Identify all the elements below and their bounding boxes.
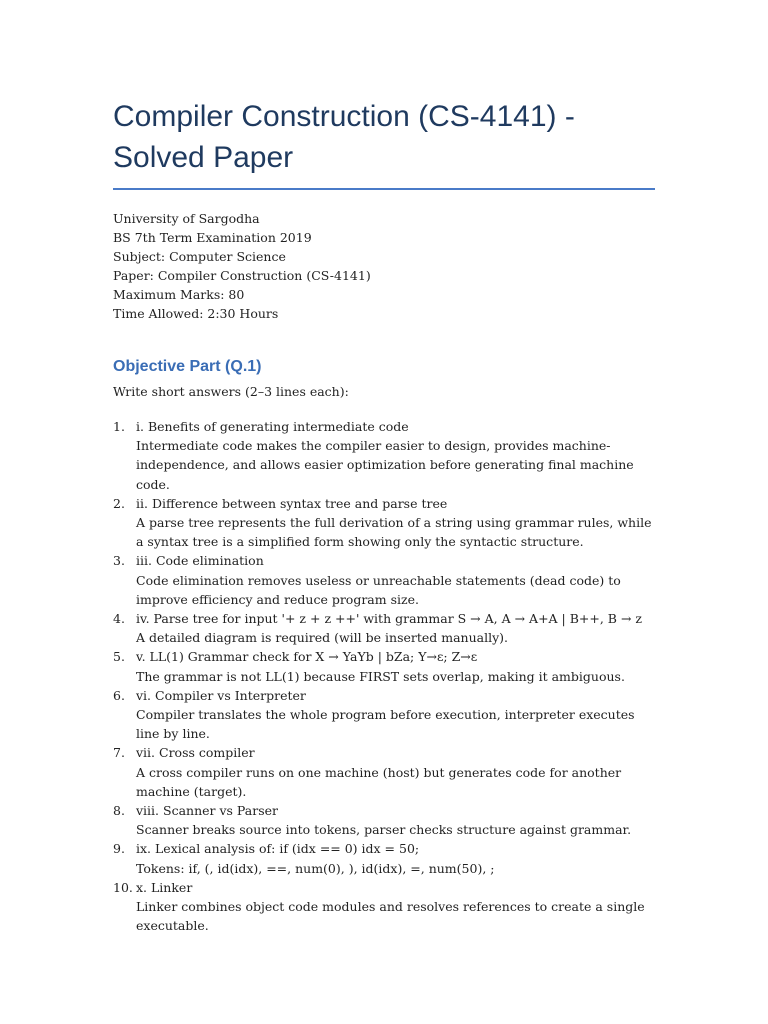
exam-details bbox=[113, 209, 658, 323]
meta-marks: Maximum Marks: 80 bbox=[113, 287, 245, 302]
question-title: i. Benefits of generating intermediate code bbox=[136, 419, 409, 434]
question-title: vi. Compiler vs Interpreter bbox=[136, 687, 306, 703]
question-answer: Intermediate code makes the compiler easier to design, provides machine-independence, and allows easier optimization before generating final machine code. bbox=[136, 438, 634, 492]
question-item bbox=[113, 494, 658, 552]
meta-university: University of Sargodha bbox=[113, 211, 260, 226]
question-number: 2. bbox=[113, 495, 125, 511]
question-number: 4. bbox=[113, 611, 125, 627]
question-number: 10. bbox=[113, 879, 133, 895]
question-item bbox=[113, 417, 658, 494]
question-number: 8. bbox=[113, 803, 125, 819]
question-item bbox=[113, 801, 658, 839]
question-answer: A parse tree represents the full derivation of a string using grammar rules, while a syntax tree is a simplified form showing only the syntactic structure. bbox=[136, 515, 652, 550]
question-item bbox=[113, 647, 658, 685]
question-title: v. LL(1) Grammar check for X → YaYb | bZa; Y→ε; Z→ε bbox=[136, 649, 478, 665]
question-answer: A cross compiler runs on one machine (host) but generates code for another machine (target). bbox=[136, 764, 622, 799]
question-item bbox=[113, 878, 658, 936]
question-item bbox=[113, 839, 658, 877]
question-item bbox=[113, 686, 658, 744]
question-number: 1. bbox=[113, 419, 125, 434]
question-title: iv. Parse tree for input '+ z + z ++' with grammar S → A, A → A+A | B++, B → z bbox=[136, 611, 642, 627]
question-answer: Tokens: if, (, id(idx), ==, num(0), ), id(idx), =, num(50), ; bbox=[136, 860, 495, 876]
question-answer: A detailed diagram is required (will be inserted manually). bbox=[136, 630, 509, 646]
question-answer: Linker combines object code modules and resolves references to create a single executable. bbox=[136, 899, 645, 934]
meta-paper: Paper: Compiler Construction (CS-4141) bbox=[113, 268, 371, 283]
question-number: 7. bbox=[113, 745, 125, 761]
section-intro: Write short answers (2–3 lines each): bbox=[113, 384, 349, 399]
meta-term: BS 7th Term Examination 2019 bbox=[113, 230, 312, 245]
question-answer: The grammar is not LL(1) because FIRST sets overlap, making it ambiguous. bbox=[136, 668, 625, 684]
question-number: 3. bbox=[113, 553, 125, 569]
document-page bbox=[113, 96, 658, 935]
section-heading: Objective Part (Q.1) bbox=[113, 358, 262, 375]
question-number: 6. bbox=[113, 687, 125, 703]
question-title: ii. Difference between syntax tree and parse tree bbox=[136, 495, 448, 511]
question-title: iii. Code elimination bbox=[136, 553, 264, 569]
question-number: 5. bbox=[113, 649, 125, 665]
document-title: Compiler Construction (CS-4141) - Solved Paper bbox=[113, 100, 575, 174]
question-item bbox=[113, 743, 658, 801]
question-answer: Code elimination removes useless or unreachable statements (dead code) to improve efficiency and reduce program size. bbox=[136, 572, 621, 607]
question-item bbox=[113, 609, 658, 647]
title-divider bbox=[113, 188, 655, 190]
question-answer: Compiler translates the whole program before execution, interpreter executes line by line. bbox=[136, 707, 635, 742]
question-item bbox=[113, 551, 658, 609]
meta-subject: Subject: Computer Science bbox=[113, 249, 286, 264]
question-title: vii. Cross compiler bbox=[136, 745, 255, 761]
question-title: ix. Lexical analysis of: if (idx == 0) idx = 50; bbox=[136, 841, 420, 857]
question-answer: Scanner breaks source into tokens, parser checks structure against grammar. bbox=[136, 822, 632, 838]
question-number: 9. bbox=[113, 841, 125, 857]
question-title: viii. Scanner vs Parser bbox=[136, 803, 278, 819]
meta-time: Time Allowed: 2:30 Hours bbox=[113, 306, 279, 321]
question-title: x. Linker bbox=[136, 879, 193, 895]
question-list bbox=[113, 417, 658, 935]
